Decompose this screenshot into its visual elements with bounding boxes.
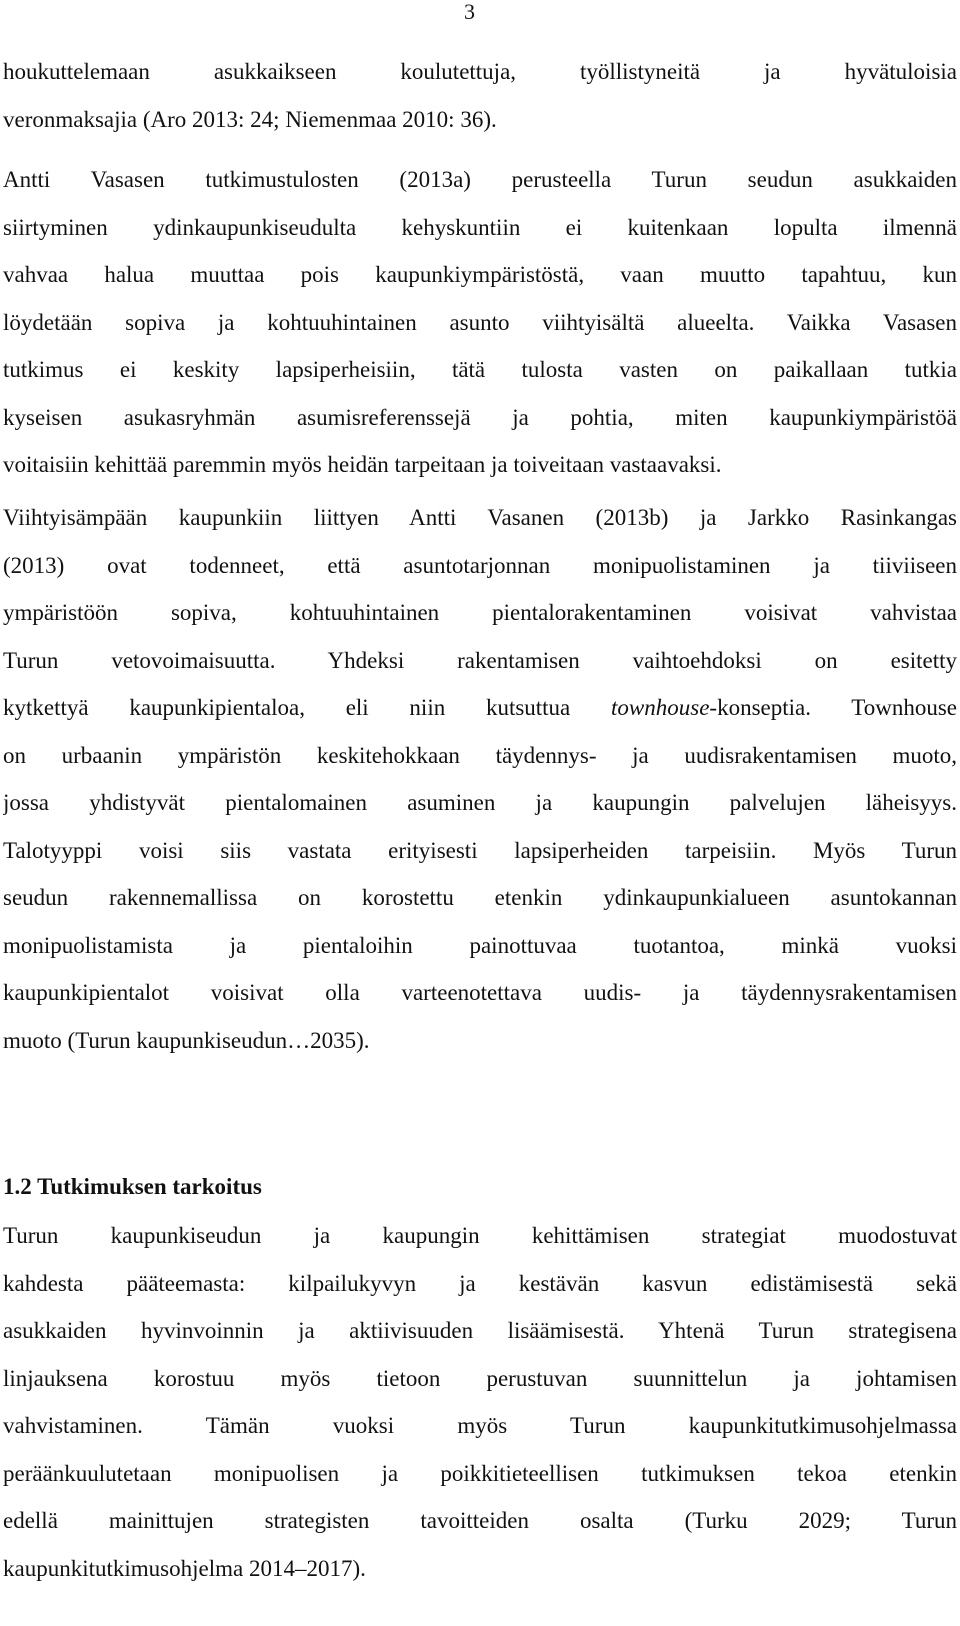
text-line: kyseisen asukasryhmän asumisreferenssejä ja pohtia, miten kaupunkiympäristöä xyxy=(3,404,957,430)
text-line: peräänkuulutetaan monipuolisen ja poikkitieteellisen tutkimuksen tekoa etenkin xyxy=(3,1460,957,1486)
text-line: houkuttelemaan asukkaikseen koulutettuja, työllistyneitä ja hyvätuloisia xyxy=(3,59,957,84)
text-line: on urbaanin ympäristön keskitehokkaan täydennys- ja uudisrakentamisen muoto, xyxy=(3,742,957,768)
text-line: monipuolistamista ja pientaloihin painottuvaa tuotantoa, minkä vuoksi xyxy=(3,932,957,958)
text-line: kaupunkitutkimusohjelma 2014–2017). xyxy=(3,1555,366,1581)
text-line: Antti Vasasen tutkimustulosten (2013a) perusteella Turun seudun asukkaiden xyxy=(3,167,957,192)
text-line: (2013) ovat todenneet, että asuntotarjonnan monipuolistaminen ja tiiviiseen xyxy=(3,552,957,578)
text-line: vahvaa halua muuttaa pois kaupunkiympäristöstä, vaan muutto tapahtuu, kun xyxy=(3,262,957,287)
text-line: kaupunkipientalot voisivat olla varteenotettava uudis- ja täydennysrakentamisen xyxy=(3,980,957,1005)
text-line: Turun vetovoimaisuutta. Yhdeksi rakentamisen vaihtoehdoksi on esitetty xyxy=(3,647,957,673)
text-line: seudun rakennemallissa on korostettu etenkin ydinkaupunkialueen asuntokannan xyxy=(3,885,957,910)
text-line: edellä mainittujen strategisten tavoitteiden osalta (Turku 2029; Turun xyxy=(3,1508,957,1533)
text-segment: kytkettyä kaupunkipientaloa, eli niin kutsuttua xyxy=(3,695,612,720)
paragraph-4 xyxy=(3,1212,957,1592)
paragraph-2 xyxy=(3,156,957,489)
page-number: 3 xyxy=(464,0,475,24)
text-line: Turun kaupunkiseudun ja kaupungin kehittämisen strategiat muodostuvat xyxy=(3,1223,957,1248)
text-line: muoto (Turun kaupunkiseudun…2035). xyxy=(3,1027,370,1053)
text-line: ympäristöön sopiva, kohtuuhintainen pientalorakentaminen voisivat vahvistaa xyxy=(3,600,957,625)
paragraph-1 xyxy=(3,48,957,143)
text-line: Talotyyppi voisi siis vastata erityisesti lapsiperheiden tarpeisiin. Myös Turun xyxy=(3,837,957,863)
italic-term: townhouse xyxy=(611,695,710,720)
text-segment: -konseptia. Townhouse xyxy=(709,695,957,720)
text-line: kahdesta pääteemasta: kilpailukyvyn ja kestävän kasvun edistämisestä sekä xyxy=(3,1270,957,1296)
text-line: vahvistaminen. Tämän vuoksi myös Turun kaupunkitutkimusohjelmassa xyxy=(3,1413,957,1438)
section-heading: 1.2 Tutkimuksen tarkoitus xyxy=(3,1174,262,1199)
text-line: siirtyminen ydinkaupunkiseudulta kehyskuntiin ei kuitenkaan lopulta ilmennä xyxy=(3,214,957,240)
text-line: veronmaksajia (Aro 2013: 24; Niemenmaa 2010: 36). xyxy=(3,106,497,132)
text-line: Viihtyisämpään kaupunkiin liittyen Antti Vasanen (2013b) ja Jarkko Rasinkangas xyxy=(3,505,957,530)
text-line-with-italic xyxy=(3,684,957,732)
text-line: voitaisiin kehittää paremmin myös heidän tarpeitaan ja toiveitaan vastaavaksi. xyxy=(3,452,722,477)
text-line: löydetään sopiva ja kohtuuhintainen asunto viihtyisältä alueelta. Vaikka Vasasen xyxy=(3,309,957,335)
text-line: tutkimus ei keskity lapsiperheisiin, tätä tulosta vasten on paikallaan tutkia xyxy=(3,357,957,382)
text-line: jossa yhdistyvät pientalomainen asuminen ja kaupungin palvelujen läheisyys. xyxy=(3,790,957,815)
text-line: asukkaiden hyvinvoinnin ja aktiivisuuden lisäämisestä. Yhtenä Turun strategisena xyxy=(3,1318,957,1343)
text-line: linjauksena korostuu myös tietoon perustuvan suunnittelun ja johtamisen xyxy=(3,1365,957,1391)
paragraph-3 xyxy=(3,494,957,1064)
